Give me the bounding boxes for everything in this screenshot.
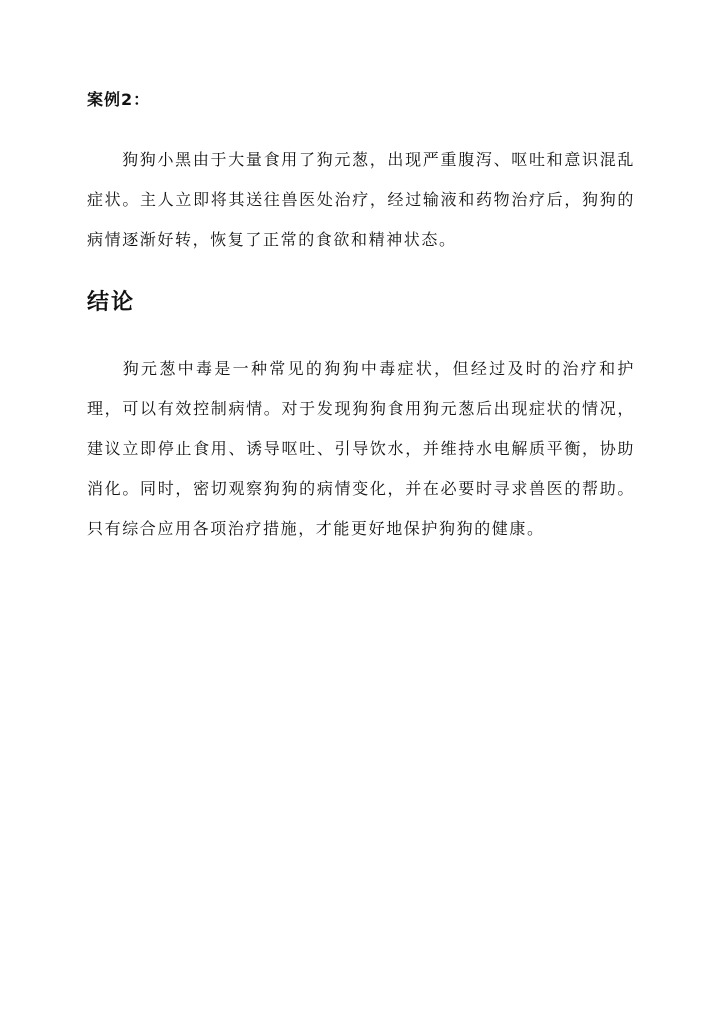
case-paragraph (87, 140, 635, 260)
conclusion-paragraph (87, 349, 635, 549)
case-heading: 案例2： (87, 90, 151, 109)
conclusion-heading: 结论 (87, 290, 136, 315)
case-paragraph-text: 狗狗小黑由于大量食用了狗元葱，出现严重腹泻、呕吐和意识混乱症状。主人立即将其送往兽医处治疗，经过输液和药物治疗后，狗狗的病情逐渐好转，恢复了正常的食欲和精神状态。 (87, 150, 635, 249)
conclusion-paragraph-text: 狗元葱中毒是一种常见的狗狗中毒症状，但经过及时的治疗和护理，可以有效控制病情。对于发现狗狗食用狗元葱后出现症状的情况，建议立即停止食用、诱导呕吐、引导饮水，并维持水电解质平衡，协助消化。同时，密切观察狗狗的病情变化，并在必要时寻求兽医的帮助。只有综合应用各项治疗措施，才能更好地保护狗狗的健康。 (87, 359, 635, 538)
